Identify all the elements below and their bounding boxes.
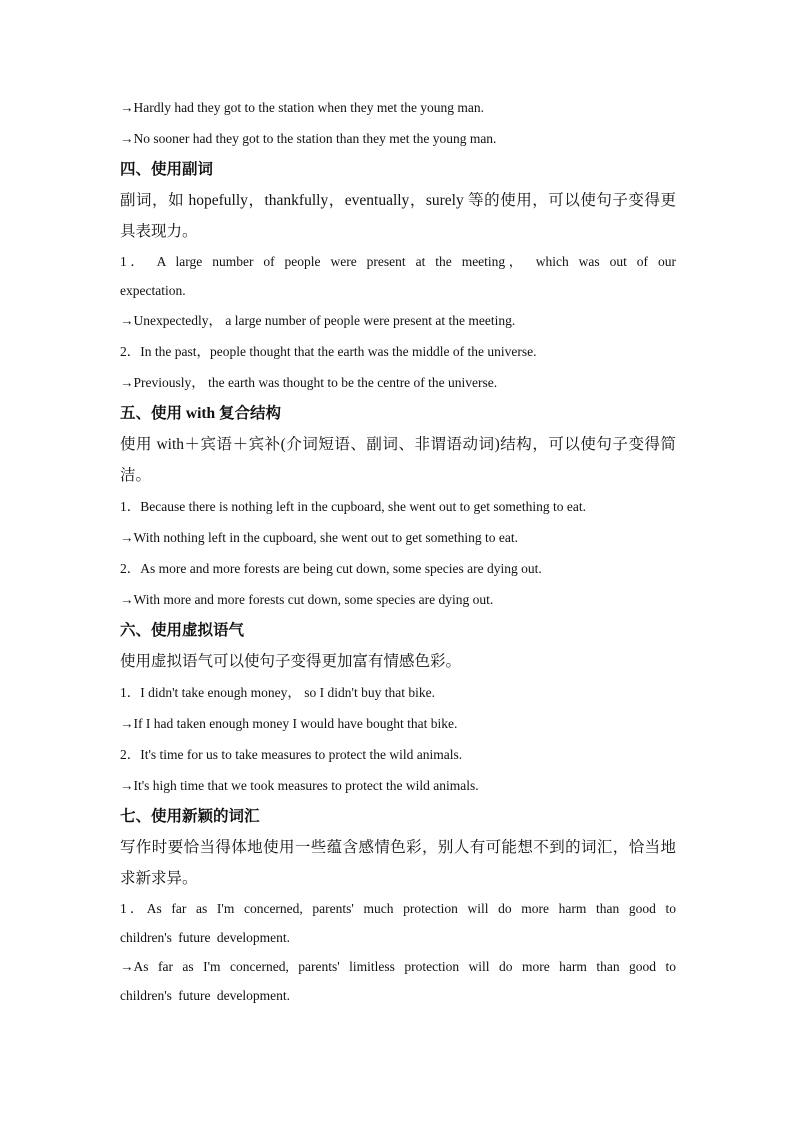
example-adverb-1-rewrite: →Unexpectedly， a large number of people were present at the meeting. bbox=[120, 313, 516, 328]
section-heading-adverbs: 四、使用副词 bbox=[120, 161, 214, 178]
section-heading-with-structure: 五、使用 with 复合结构 bbox=[120, 405, 282, 422]
section-intro-vocabulary: 写作时要恰当得体地使用一些蕴含感情色彩，别人有可能想不到的词汇，恰当地求新求异。 bbox=[120, 839, 676, 887]
example-subjunctive-2-rewrite: →It's high time that we took measures to protect the wild animals. bbox=[120, 778, 479, 793]
example-with-2-rewrite: →With more and more forests cut down, some species are dying out. bbox=[120, 592, 494, 607]
example-subjunctive-2: 2．It's time for us to take measures to protect the wild animals. bbox=[120, 747, 463, 762]
section-intro-subjunctive: 使用虚拟语气可以使句子变得更加富有情感色彩。 bbox=[120, 653, 462, 670]
example-rewrite-hardly: →Hardly had they got to the station when they met the young man. bbox=[120, 100, 485, 115]
section-heading-subjunctive: 六、使用虚拟语气 bbox=[120, 622, 245, 639]
section-intro-with-structure: 使用 with＋宾语＋宾补(介词短语、副词、非谓语动词)结构，可以使句子变得简洁。 bbox=[120, 436, 676, 484]
example-rewrite-no-sooner: →No sooner had they got to the station than they met the young man. bbox=[120, 131, 497, 146]
example-adverb-2-rewrite: →Previously， the earth was thought to be the centre of the universe. bbox=[120, 375, 498, 390]
section-heading-vocabulary: 七、使用新颖的词汇 bbox=[120, 808, 260, 825]
document-page bbox=[120, 92, 676, 1010]
example-subjunctive-1: 1．I didn't take enough money， so I didn't buy that bike. bbox=[120, 685, 435, 700]
section-intro-adverbs: 副词，如 hopefully，thankfully，eventually，surely 等的使用，可以使句子变得更具表现力。 bbox=[120, 192, 676, 240]
example-adverb-1: 1． A large number of people were present at the meeting， which was out of our expectation. bbox=[120, 254, 676, 298]
example-vocabulary-1: 1．As far as I'm concerned, parents' much protection will do more harm than good to children's future development. bbox=[120, 901, 676, 945]
example-with-1-rewrite: →With nothing left in the cupboard, she went out to get something to eat. bbox=[120, 530, 519, 545]
example-vocabulary-1-rewrite: →As far as I'm concerned, parents' limitless protection will do more harm than good to children's future development. bbox=[120, 959, 676, 1003]
example-with-1: 1．Because there is nothing left in the cupboard, she went out to get something to eat. bbox=[120, 499, 587, 514]
example-with-2: 2．As more and more forests are being cut down, some species are dying out. bbox=[120, 561, 542, 576]
example-adverb-2: 2．In the past，people thought that the earth was the middle of the universe. bbox=[120, 344, 537, 359]
example-subjunctive-1-rewrite: →If I had taken enough money I would have bought that bike. bbox=[120, 716, 458, 731]
